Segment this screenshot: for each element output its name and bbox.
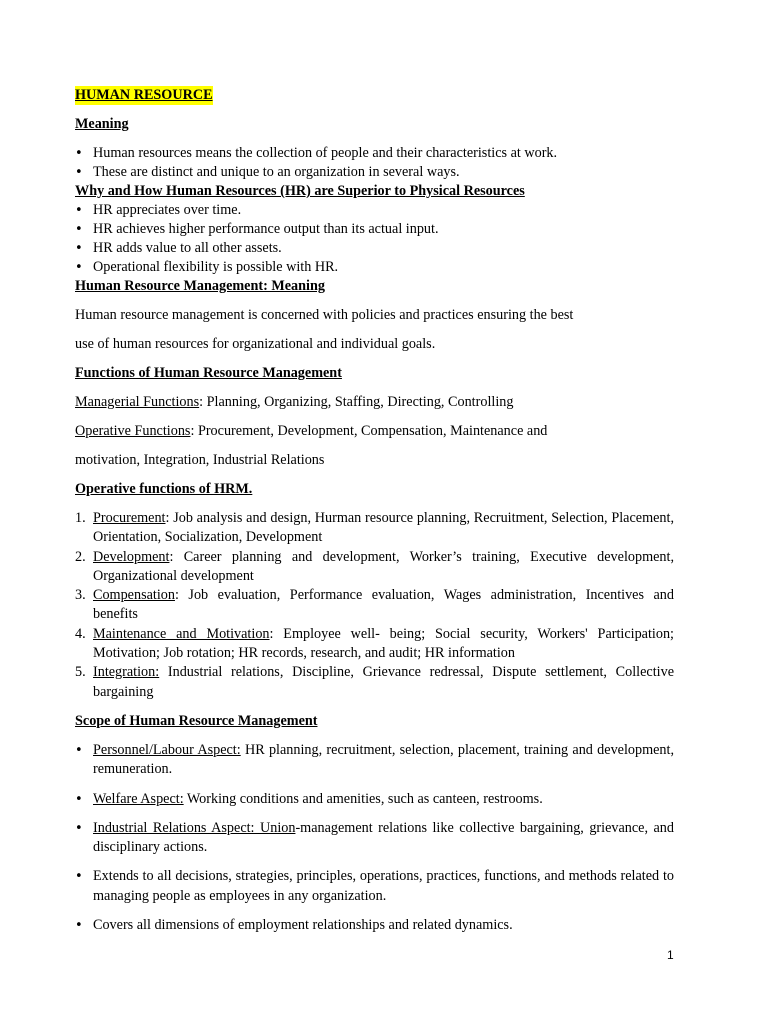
functions-heading: Functions of Human Resource Management — [75, 365, 342, 381]
managerial-functions — [75, 393, 674, 412]
managerial-label: Managerial Functions — [75, 394, 200, 410]
list-item: • Extends to all decisions, strategies, principles, operations, practices, functions, and methods related to managing people as employees in any organization. — [75, 867, 674, 906]
superior-heading: Why and How Human Resources (HR) are Superior to Physical Resources — [75, 183, 525, 199]
list-item: 5. Integration: Industrial relations, Discipline, Grievance redressal, Dispute settlement, Collective bargaining — [75, 664, 674, 700]
operative-functions — [75, 422, 674, 441]
list-item: • Personnel/Labour Aspect: HR planning, recruitment, selection, placement, training and development, remuneration. — [75, 741, 674, 780]
list-item: 1. Procurement: Job analysis and design, Hurman resource planning, Recruitment, Selection, Placement, Orientation, Socialization, Development — [75, 510, 674, 546]
list-item: • Industrial Relations Aspect: Union-management relations like collective bargaining, grievance, and disciplinary actions. — [75, 819, 674, 858]
hrm-meaning-line: Human resource management is concerned with policies and practices ensuring the best — [75, 307, 574, 323]
scope-list — [75, 741, 674, 935]
hrm-meaning-line: use of human resources for organizational and individual goals. — [75, 336, 436, 352]
hrm-meaning-heading: Human Resource Management: Meaning — [75, 278, 325, 294]
list-item: • Covers all dimensions of employment relationships and related dynamics. — [75, 916, 674, 935]
meaning-list — [75, 144, 674, 182]
operative-list — [75, 509, 674, 702]
list-item: • HR adds value to all other assets. — [75, 239, 674, 258]
list-item: • HR achieves higher performance output than its actual input. — [75, 220, 674, 239]
list-item: 3. Compensation: Job evaluation, Performance evaluation, Wages administration, Incentives and benefits — [75, 587, 674, 623]
list-item: • Welfare Aspect: Working conditions and amenities, such as canteen, restrooms. — [75, 790, 674, 809]
managerial-text: : Planning, Organizing, Staffing, Directing, Controlling — [199, 394, 514, 410]
operative-functions-cont: motivation, Integration, Industrial Relations — [75, 452, 325, 468]
operative-label: Operative Functions — [75, 423, 191, 439]
meaning-heading: Meaning — [75, 116, 129, 132]
page-number: 1 — [667, 948, 674, 962]
superior-list — [75, 201, 674, 277]
operative-heading: Operative functions of HRM. — [75, 481, 253, 497]
list-item: • Operational flexibility is possible with HR. — [75, 258, 674, 277]
list-item: 2. Development: Career planning and development, Worker’s training, Executive development, Organizational development — [75, 548, 674, 584]
list-item: • Human resources means the collection of people and their characteristics at work. — [75, 144, 674, 163]
list-item: • HR appreciates over time. — [75, 201, 674, 220]
document-page — [75, 86, 674, 945]
list-item: 4. Maintenance and Motivation: Employee well- being; Social security, Workers' Participation; Motivation; Job rotation; HR records, research, and audit; HR information — [75, 625, 674, 662]
scope-heading: Scope of Human Resource Management — [75, 712, 318, 729]
document-title: HUMAN RESOURCE — [75, 87, 213, 103]
list-item: • These are distinct and unique to an organization in several ways. — [75, 163, 674, 182]
operative-text: : Procurement, Development, Compensation, Maintenance and — [190, 423, 548, 439]
